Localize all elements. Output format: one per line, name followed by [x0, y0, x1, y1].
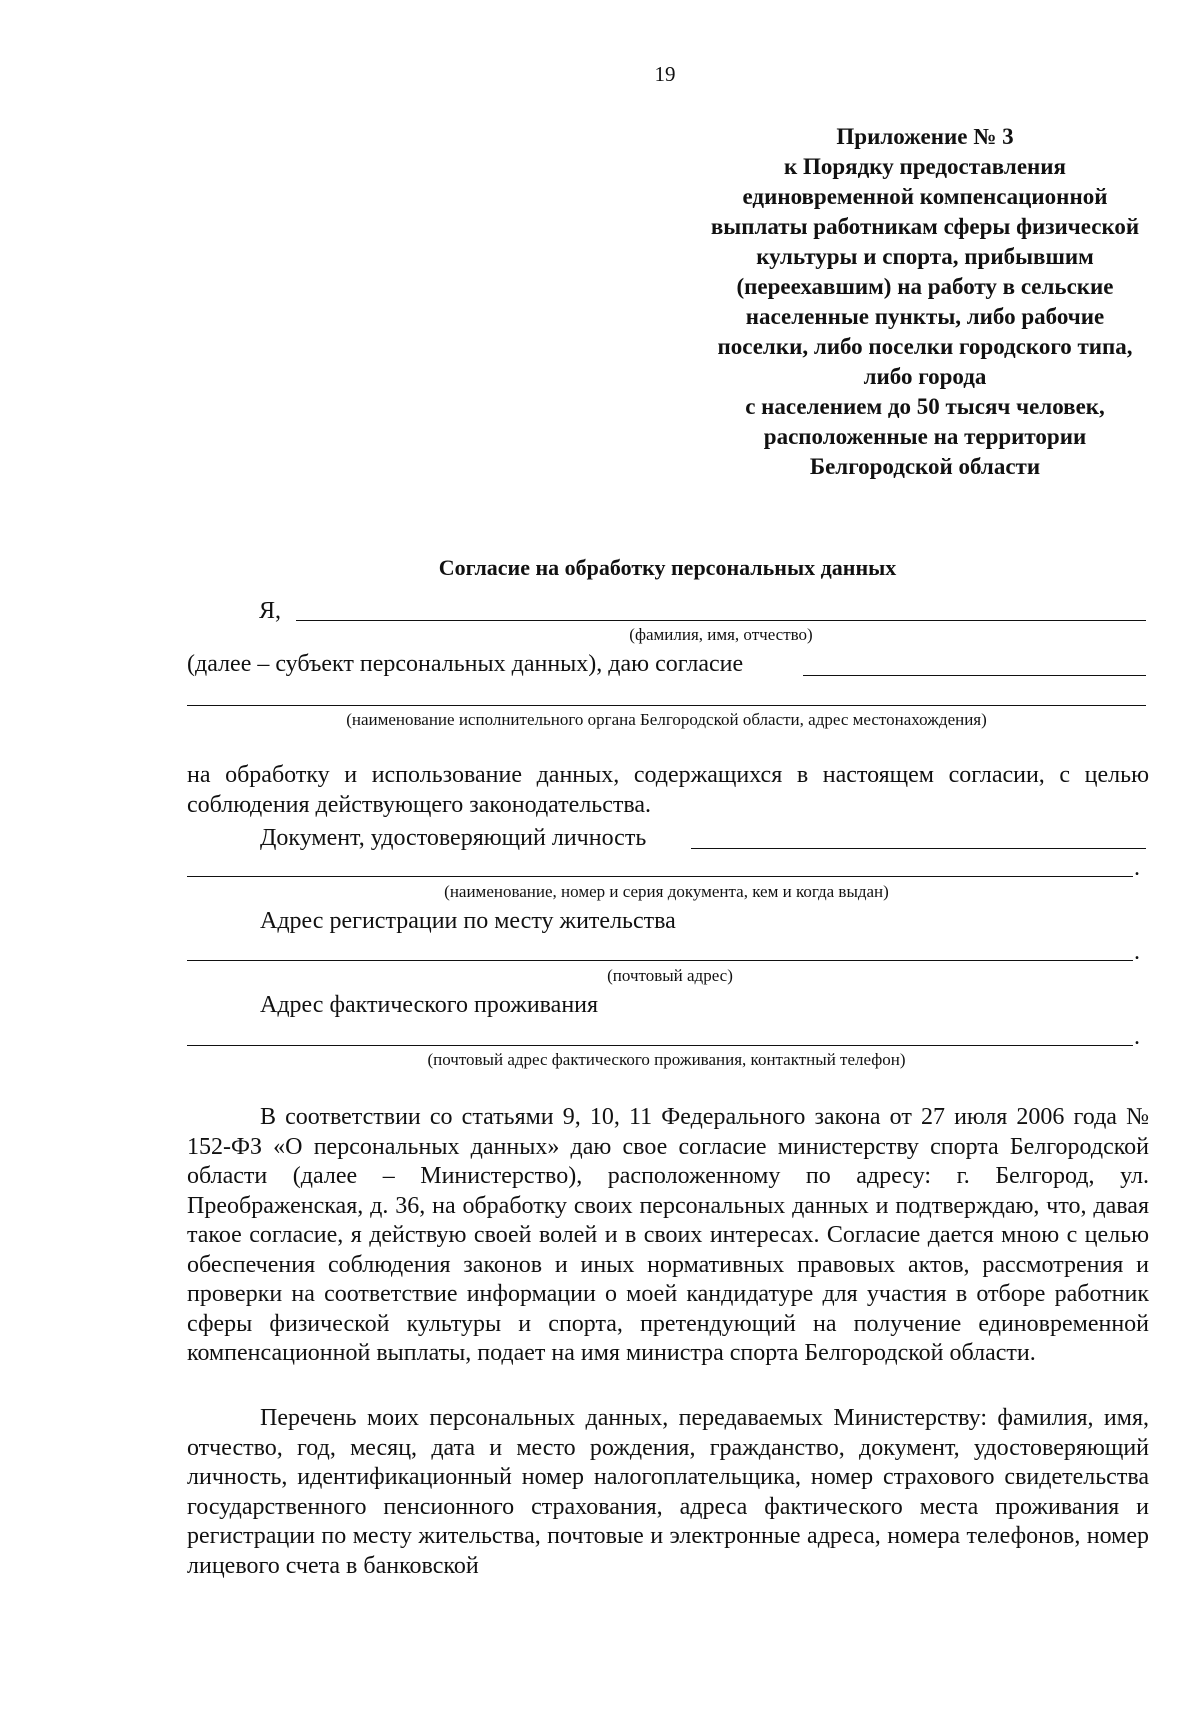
id-doc-field[interactable]	[691, 848, 1146, 849]
fio-field[interactable]	[296, 620, 1146, 621]
appendix-line: Приложение № 3	[836, 124, 1014, 149]
id-doc-label: Документ, удостоверяющий личность	[260, 825, 647, 851]
appendix-line: с населением до 50 тысяч человек,	[745, 394, 1105, 419]
period-mark: .	[1134, 939, 1140, 965]
document-title: Согласие на обработку персональных данных	[438, 555, 897, 580]
body-paragraph: В соответствии со статьями 9, 10, 11 Федерального закона от 27 июля 2006 года № 152-ФЗ «О персональных данных» даю свое согласие министерству спорта Белгородской области (далее – Министерство), расположенному по адресу: г. Белгород, ул. Преображенская, д. 36, на обработку своих персональных данных и подтверждаю, что, давая такое согласие, я действую своей волей и в своих интересах. Согласие дается мною с целью обеспечения соблюдения законов и иных нормативных правовых актов, рассмотрения и проверки на соответствие информации о моей кандидатуре для участия в отборе работник сферы физической культуры и спорта, претендующий на получение единовременной компенсационной выплаты, подает на имя министра спорта Белгородской области.	[187, 1104, 1149, 1366]
appendix-line: выплаты работникам сферы физической	[710, 214, 1140, 239]
id-doc-caption: (наименование, номер и серия документа, кем и когда выдан)	[444, 882, 889, 901]
purpose-text: на обработку и использование данных, содержащихся в настоящем согласии, с целью соблюдения действующего законодательства.	[187, 762, 1149, 818]
period-mark: .	[1134, 1024, 1140, 1050]
org-field[interactable]	[187, 705, 1146, 706]
page-number: 19	[654, 62, 676, 86]
actual-address-caption: (почтовый адрес фактического проживания, контактный телефон)	[427, 1050, 906, 1069]
consent-to-field[interactable]	[803, 675, 1146, 676]
appendix-line: единовременной компенсационной	[742, 184, 1108, 209]
actual-address-field[interactable]	[187, 1045, 1133, 1046]
body-paragraph: Перечень моих персональных данных, передаваемых Министерству: фамилия, имя, отчество, год, месяц, дата и место рождения, гражданство, документ, удостоверяющий личность, идентификационный номер налогоплательщика, номер страхового свидетельства государственного пенсионного страхования, адреса фактического места проживания и регистрации по месту жительства, почтовые и электронные адреса, номера телефонов, номер лицевого счета в банковской	[187, 1405, 1149, 1579]
i-label: Я,	[259, 598, 282, 624]
reg-address-caption: (почтовый адрес)	[607, 966, 733, 985]
subject-label: (далее – субъект персональных данных), даю согласие	[187, 651, 744, 677]
fio-caption: (фамилия, имя, отчество)	[629, 625, 813, 644]
appendix-line: населенные пункты, либо рабочие	[745, 304, 1105, 329]
reg-address-label: Адрес регистрации по месту жительства	[260, 908, 676, 934]
appendix-line: расположенные на территории	[763, 424, 1087, 449]
appendix-line: (переехавшим) на работу в сельские	[736, 274, 1114, 299]
appendix-line: к Порядку предоставления	[784, 154, 1066, 179]
appendix-line: поселки, либо поселки городского типа,	[717, 334, 1133, 359]
period-mark: .	[1134, 855, 1140, 881]
reg-address-field[interactable]	[187, 960, 1133, 961]
actual-address-label: Адрес фактического проживания	[260, 992, 599, 1018]
id-doc-field-2[interactable]	[187, 876, 1133, 877]
appendix-line: культуры и спорта, прибывшим	[756, 244, 1094, 269]
appendix-line: либо города	[863, 364, 987, 389]
org-caption: (наименование исполнительного органа Белгородской области, адрес местонахождения)	[346, 710, 987, 729]
appendix-header	[690, 122, 1160, 482]
appendix-line: Белгородской области	[809, 454, 1041, 479]
